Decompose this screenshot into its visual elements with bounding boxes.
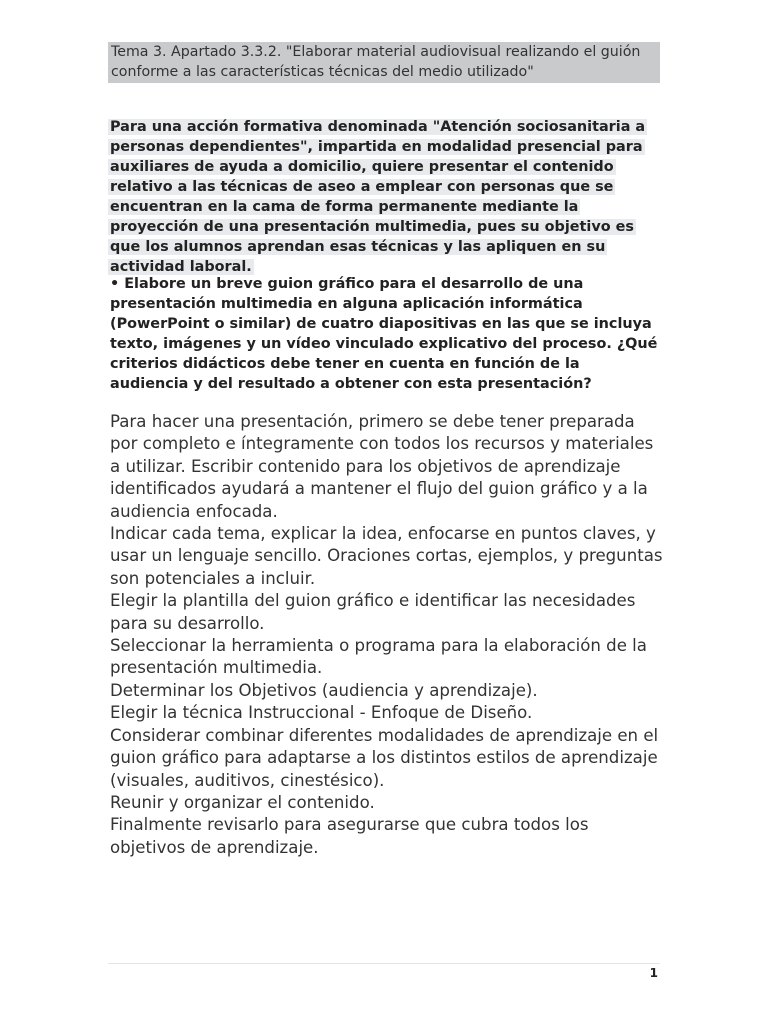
footer-divider xyxy=(108,963,660,964)
section-header-text: Tema 3. Apartado 3.3.2. "Elaborar material audiovisual realizando el guión conforme a las características técnicas del medio utilizado" xyxy=(111,44,641,80)
answer-paragraph: Indicar cada tema, explicar la idea, enfocarse en puntos claves, y usar un lenguaje sencillo. Oraciones cortas, ejemplos, y preguntas son potenciales a incluir. xyxy=(110,524,663,588)
exercise-question: • Elabore un breve guion gráfico para el desarrollo de una presentación multimedia en alguna aplicación informática (PowerPoint o similar) de cuatro diapositivas en las que se incluya texto, imágenes y un vídeo vinculado explicativo del proceso. ¿Qué criterios didácticos debe tener en cuenta en función de la audiencia y del resultado a obtener con esta presentación? xyxy=(110,276,658,392)
answer-paragraph: Para hacer una presentación, primero se debe tener preparada por completo e íntegramente con todos los recursos y materiales a utilizar. Escribir contenido para los objetivos de aprendizaje identificados ayudará a mantener el flujo del guion gráfico y a la audiencia enfocada. xyxy=(110,412,654,521)
page-number: 1 xyxy=(649,966,658,980)
section-header xyxy=(108,42,660,83)
answer-paragraph: Considerar combinar diferentes modalidades de aprendizaje en el guion gráfico para adaptarse a los distintos estilos de aprendizaje (visuales, auditivos, cinestésico). xyxy=(110,725,659,790)
answer-paragraph: Seleccionar la herramienta o programa para la elaboración de la presentación multimedia. xyxy=(110,636,647,678)
answer-paragraph: Finalmente revisarlo para asegurarse que cubra todos los objetivos de aprendizaje. xyxy=(110,815,589,857)
answer-paragraph: Determinar los Objetivos (audiencia y aprendizaje). xyxy=(110,680,538,700)
answer-paragraph: Reunir y organizar el contenido. xyxy=(110,792,375,812)
answer-paragraph: Elegir la técnica Instruccional - Enfoque de Diseño. xyxy=(110,703,533,723)
answer-body xyxy=(110,411,666,859)
exercise-statement xyxy=(108,117,660,277)
exercise-statement-text: Para una acción formativa denominada "Atención sociosanitaria a personas dependientes", impartida en modalidad presencial para auxiliares de ayuda a domicilio, quiere presentar el contenido relativo a las técnicas de aseo a emplear con personas que se encuentran en la cama de forma permanente mediante la proyección de una presentación multimedia, pues su objetivo es que los alumnos aprendan esas técnicas y las apliquen en su actividad laboral. xyxy=(110,119,646,275)
answer-paragraph: Elegir la plantilla del guion gráfico e identificar las necesidades para su desarrollo. xyxy=(110,591,636,633)
